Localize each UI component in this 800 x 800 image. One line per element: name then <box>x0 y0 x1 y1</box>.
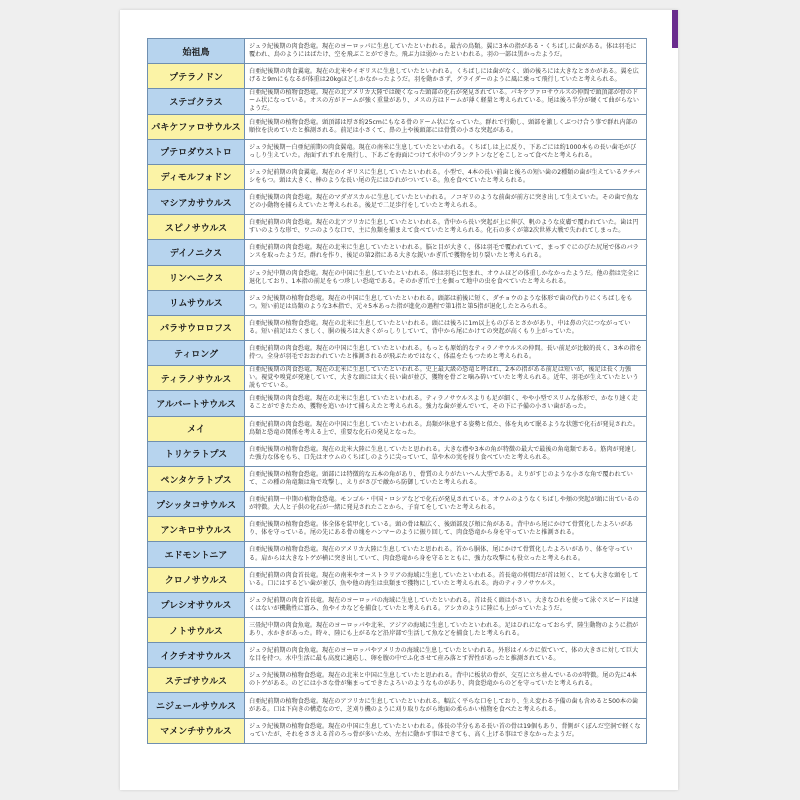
dinosaur-name: アルバートサウルス <box>148 391 245 415</box>
dinosaur-name: パキケファロサウルス <box>148 115 245 139</box>
dinosaur-name: ティロング <box>148 341 245 365</box>
dinosaur-name: パラサウロロフス <box>148 316 245 340</box>
table-row <box>148 693 646 718</box>
dinosaur-description: ジュラ紀前期の肉食翼竜。現在のイギリスに生息していたといわれる。小型で、4本の長い前歯と後ろの短い歯の2種類の歯が生えているクチバシをもつ。頭は大きく、棒のような長い尾の先にはひれがついている。魚を食べていたと考えられる。 <box>249 168 640 184</box>
dinosaur-description-cell <box>245 39 646 63</box>
dinosaur-name: エドモントニア <box>148 542 245 566</box>
table-row <box>148 341 646 366</box>
table-row <box>148 240 646 265</box>
table-row <box>148 492 646 517</box>
dinosaur-description-cell <box>245 719 646 743</box>
dinosaur-name: トリケラトプス <box>148 442 245 466</box>
dinosaur-name: クロノサウルス <box>148 568 245 592</box>
dinosaur-description-cell <box>245 64 646 88</box>
table-row <box>148 115 646 140</box>
dinosaur-name: ペンタケラトプス <box>148 467 245 491</box>
dinosaur-name: マメンチサウルス <box>148 719 245 743</box>
dinosaur-description-cell <box>245 467 646 491</box>
dinosaur-description: 白亜紀前期の肉食恐竜。現在の北アフリカに生息していたといわれる。背中から長い突起が上に伸び、帆のような皮膚で覆われていた。歯は円すいのような形で、ワニのような口で、主に魚類を捕まえて食べていたと考えられる。化石の多くが第2次世界大戦で失われてしまった。 <box>249 219 639 235</box>
dinosaur-description-cell <box>245 190 646 214</box>
dinosaur-description-cell <box>245 89 646 113</box>
dinosaur-description-cell <box>245 442 646 466</box>
dinosaur-table <box>147 38 647 744</box>
dinosaur-description: 白亜紀後期の植物食恐竜。現在の北米に生息していたといわれる。頭には後ろに1m以上ものびるとさかがあり、中は鼻の穴につながっている。短い前足はたくましく、胴の後ろは大きくがっしりしていて、背中から尾にかけての突起が高くもり上がっていた。 <box>249 319 631 335</box>
dinosaur-name: 始祖鳥 <box>148 39 245 63</box>
dinosaur-description: 白亜紀後期の植物食恐竜。現在の北米大陸に生息していたと思われる。大きな襟や3本の角が特徴の最大で最後の角竜類である。筋肉が発達した強力な体をもち、口先はオウムのくちばしのように尖っていて、草や木の実を採り食べていたと考えられる。 <box>249 445 637 461</box>
table-row <box>148 140 646 165</box>
table-row <box>148 391 646 416</box>
dinosaur-description-cell <box>245 215 646 239</box>
dinosaur-name: ステゴクラス <box>148 89 245 113</box>
table-row <box>148 517 646 542</box>
table-row <box>148 190 646 215</box>
dinosaur-description: 白亜紀前期の肉食恐竜。現在の中国に生息していたといわれる。もっとも原始的なティラノサウルスの仲間。長い前足が比較的長く、3本の指を持つ。全身が羽毛でおおわれていたと推測されるが飛ぶためではなく、体温をたもつためと考えられる。 <box>249 345 642 361</box>
table-row <box>148 417 646 442</box>
dinosaur-description: 三畳紀中期の肉食魚竜。現在のヨーロッパや北米、アジアの海域に生息していたといわれる。足はひれになっておらず、陸生動物のように指があり、水かきがあった。時々、陸にも上がるなど沿岸部で生活して魚などを捕食したと考えられる。 <box>249 622 639 638</box>
dinosaur-description-cell <box>245 266 646 290</box>
dinosaur-description: 白亜紀後期の肉食恐竜。現在のマダガスカルに生息していたといわれる。ノコギリのような前歯が前方に突き出して生えていた。その歯で魚などの小動物を捕らえていたと考えられる。後足で二足歩行をしていたと考えられる。 <box>249 194 639 210</box>
dinosaur-description-cell <box>245 165 646 189</box>
table-row <box>148 366 646 391</box>
table-row <box>148 266 646 291</box>
dinosaur-description-cell <box>245 693 646 717</box>
dinosaur-description: 白亜紀後期の肉食翼竜。現在の北米やイギリスに生息していたといわれる。くちばしには歯がなく、頭の後ろには大きなとさかがある。翼を広げると9mにもなるが体重は20kgほどしかなかったようだ。羽を動かさず、グライダーのように風に乗って飛行していたと考えられる。 <box>249 68 639 84</box>
dinosaur-name: ニジェールサウルス <box>148 693 245 717</box>
table-row <box>148 467 646 492</box>
dinosaur-description-cell <box>245 618 646 642</box>
dinosaur-name: プテロダウストロ <box>148 140 245 164</box>
dinosaur-name: デイノニクス <box>148 240 245 264</box>
dinosaur-description: 白亜紀前期の植物食恐竜。現在のアフリカに生息していたといわれる。幅広く平らな口をしており、生え変わる予備の歯も含めると500本の歯がある。口は下向きの構造なので、芝刈り機のように刈り取りながら地面の柔らかい植物を食べたと考えられる。 <box>249 697 639 713</box>
dinosaur-description: ジュラ紀後期の肉食恐竜。現在のヨーロッパに生息していたといわれる。最古の鳥類。翼に3本の指がある・くちばしに歯がある。体は羽毛に覆われ、鳥のようにはばたけ、空を飛ぶことができた。飛ぶ力は弱かったといわれる。羽の一部は黒かったようだ。 <box>249 43 637 59</box>
dinosaur-description: ジュラ紀前期の肉食魚竜。現在のヨーロッパやアメリカの海域に生息していたといわれる。外形はイルカに似ていて、体の大きさに対して巨大な目を持つ。水中生活に最も高度に適応し、卵を腹の中でふ化させて産み落とす習性があったと推測されている。 <box>249 647 639 663</box>
table-row <box>148 291 646 316</box>
dinosaur-description-cell <box>245 240 646 264</box>
table-row <box>148 165 646 190</box>
dinosaur-name: プテラノドン <box>148 64 245 88</box>
dinosaur-description: 白亜紀前期〜中期の植物食恐竜。モンゴル・中国・ロシアなどで化石が発見されている。オウムのようなくちばしや頬の突起が頭に出ているのが特徴。大人と子供の化石が一緒に発見されたことから、子育てをしていたと考えられる。 <box>249 496 639 512</box>
table-row <box>148 668 646 693</box>
dinosaur-description: 白亜紀後期の植物食恐竜。現在の北アメリカ大陸では硬くなった頭部の化石が発見されている。パキケファロサウルスの仲間で頭頂部が骨のドーム状になっている。オスの方がドームが強く重量があり、メスの方はドームが薄く軽量と考えられている。尾は後ろ半分が硬くて曲がらないようだ。 <box>249 89 639 113</box>
dinosaur-description: ジュラ紀中期の肉食恐竜。現在の中国に生息していたといわれる。体は羽毛に包まれ、オウムほどの体重しかなかったようだ。他の指は完全に退化しており、1本指の前足をもつ珍しい恐竜である。そのかぎ爪で土を掘って地中の虫を食べていたと考えられる。 <box>249 269 640 285</box>
dinosaur-description: ジュラ紀後期の植物食恐竜。現在の中国に生息していたといわれる。体長の半分もある長い首の骨は19個もあり、背側がくぼんだ空洞で軽くなっていたが、それをささえる首のろっ骨が多いため、左右に動かす事はできても、高く上げる事はできなかったようだ。 <box>249 722 641 738</box>
dinosaur-description-cell <box>245 366 646 390</box>
table-row <box>148 643 646 668</box>
dinosaur-name: リンヘニクス <box>148 266 245 290</box>
dinosaur-description-cell <box>245 391 646 415</box>
dinosaur-description: ジュラ紀後期の植物食恐竜。現在の北米と中国に生息していたと思われる。背中に板状の骨が、交互に立ち並んでいるのが特徴。尾の先に4本のトゲがある。のどには小さな骨が集まってできたよろいのようなものがあり、肉食恐竜からのどを守っていたと考えられる。 <box>249 672 637 688</box>
table-row <box>148 442 646 467</box>
dinosaur-description: ジュラ紀前期の肉食首長竜。現在のヨーロッパの海域に生息していたといわれる。首は長く頭は小さい。大きなひれを使って泳ぐスピードは速くはないが機動性に富み、魚やイカなどを捕食していたと考えられる。アシカのように陸にも上がっていたようだ。 <box>249 596 639 612</box>
table-row <box>148 618 646 643</box>
dinosaur-description: 白亜紀前期の肉食恐竜。現在の北米に生息していたといわれる。脳と目が大きく、体は羽毛で覆われていて、まっすぐにのびた尻尾で体のバランスを取ったようだ。群れを作り、後足の第2指にある大きな鋭いかぎ爪で獲物を切り裂いたと考えられる。 <box>249 244 639 260</box>
table-row <box>148 89 646 114</box>
dinosaur-description: ジュラ紀後期の植物食恐竜。現在の中国に生息していたといわれる。頭部は前後に短く、ダチョウのような体形で歯の代わりにくちばしをもつ。短い前足は鳥類のような3本指で、元々5本あった指が進化の過程で第1指と第5指が退化したとみられる。 <box>249 294 633 310</box>
dinosaur-name: スピノサウルス <box>148 215 245 239</box>
dinosaur-description-cell <box>245 140 646 164</box>
dinosaur-name: プシッタコサウルス <box>148 492 245 516</box>
dinosaur-description: 白亜紀前期の肉食首長竜。現在の南米やオーストラリアの海域に生息していたといわれる。首長竜の仲間だが首は短く、とても大きな頭をしている。口にはするどい歯が並び、魚や他の海生は虫類まで獲物にしていたと考えられる。海のティラノサウルス。 <box>249 571 639 587</box>
table-row <box>148 568 646 593</box>
dinosaur-description: 白亜紀後期の肉食恐竜。現在の北米に生息していたといわれる。史上最大級の恐竜と呼ばれ、2本の指がある前足は短いが、後足は長く力強い。視覚や嗅覚が発達していて、大きな頭には太く長い歯が並び、獲物を骨ごと噛み砕いていたと考えられる。近年、羽毛が生えていたという説もでている。 <box>249 366 639 390</box>
dinosaur-description: 白亜紀後期の植物食恐竜。頭部には特徴的な五本の角があり、骨質のえりがたいへん大型である。えりがすじのような小さな角で覆われていて、この種の角竜類は角で攻撃し、えりがさびで敵から防御していたと考えられる。 <box>249 470 633 486</box>
dinosaur-name: ノトサウルス <box>148 618 245 642</box>
dinosaur-description: 白亜紀後期の植物食恐竜。体全体を装甲化している。頭の骨は幅広く、後頭部及び頬に角がある。背中から尾にかけて骨質化したよろいがあり、体を守っている。尾の先にある骨の塊をハンマーのように振り回して、肉食恐竜から身を守っていたと推測される。 <box>249 521 633 537</box>
dinosaur-description-cell <box>245 517 646 541</box>
table-row <box>148 719 646 743</box>
dinosaur-name: ディモルフォドン <box>148 165 245 189</box>
accent-bar <box>672 10 678 48</box>
table-row <box>148 593 646 618</box>
dinosaur-name: プレシオサウルス <box>148 593 245 617</box>
table-row <box>148 316 646 341</box>
dinosaur-name: ステゴサウルス <box>148 668 245 692</box>
dinosaur-description-cell <box>245 643 646 667</box>
dinosaur-description: 白亜紀前期の肉食恐竜。現在の中国に生息していたといわれる。鳥類が休息する姿勢と似た、体を丸めて眠るような状態で化石が発見された。鳥類と恐竜の関係を考える上で、重要な化石の発見となった。 <box>249 420 639 436</box>
dinosaur-description: 白亜紀後期の肉食恐竜。現在の北米に生息していたといわれる。ティラノサウルスよりも足が細く、やや小型でスリムな体形で、かなり速く走ることができたため、獲物を追いかけて捕らえたと考えられる。強力な歯が並んでいて、その下に予備の小さい歯があった。 <box>249 395 638 411</box>
dinosaur-name: マシアカサウルス <box>148 190 245 214</box>
dinosaur-description-cell <box>245 417 646 441</box>
dinosaur-description-cell <box>245 115 646 139</box>
dinosaur-name: ティラノサウルス <box>148 366 245 390</box>
dinosaur-description-cell <box>245 542 646 566</box>
dinosaur-description: 白亜紀後期の植物食恐竜。頭頂部は厚さ約25cmにもなる骨のドーム状になっていた。群れで行動し、頭部を激しくぶつけ合う事で群れ内部の順位を決めていたと推測される。前足は小さくて、鼻の上や後頭部には骨質の小さな突起がある。 <box>249 118 638 134</box>
dinosaur-name: イクチオサウルス <box>148 643 245 667</box>
dinosaur-description-cell <box>245 593 646 617</box>
table-row <box>148 64 646 89</box>
dinosaur-description-cell <box>245 568 646 592</box>
dinosaur-description-cell <box>245 492 646 516</box>
dinosaur-description-cell <box>245 341 646 365</box>
dinosaur-name: リムサウルス <box>148 291 245 315</box>
dinosaur-description: 白亜紀後期の植物食恐竜。現在のアメリカ大陸に生息していたと思われる。首から胴体、尾にかけて骨質化したよろいがあり、体を守っている。肩からは大きなトゲが横に突き出していて、肉食恐竜から身を守るとともに、強力な攻撃にも役立ったと考えられる。 <box>249 546 633 562</box>
dinosaur-description-cell <box>245 668 646 692</box>
dinosaur-name: メイ <box>148 417 245 441</box>
dinosaur-name: アンキロサウルス <box>148 517 245 541</box>
dinosaur-description: ジュラ紀後期〜白亜紀前期の肉食翼竜。現在の南米に生息していたといわれる。くちばしは上に反り、下あごには約1000本もの長い歯毛がびっしり生えていた。海面すれすれを飛行し、下あごを海面につけて水中のプランクトンなどをこしとって食べたと考えられる。 <box>249 143 637 159</box>
table-row <box>148 39 646 64</box>
table-row <box>148 542 646 567</box>
dinosaur-description-cell <box>245 291 646 315</box>
dinosaur-description-cell <box>245 316 646 340</box>
table-row <box>148 215 646 240</box>
